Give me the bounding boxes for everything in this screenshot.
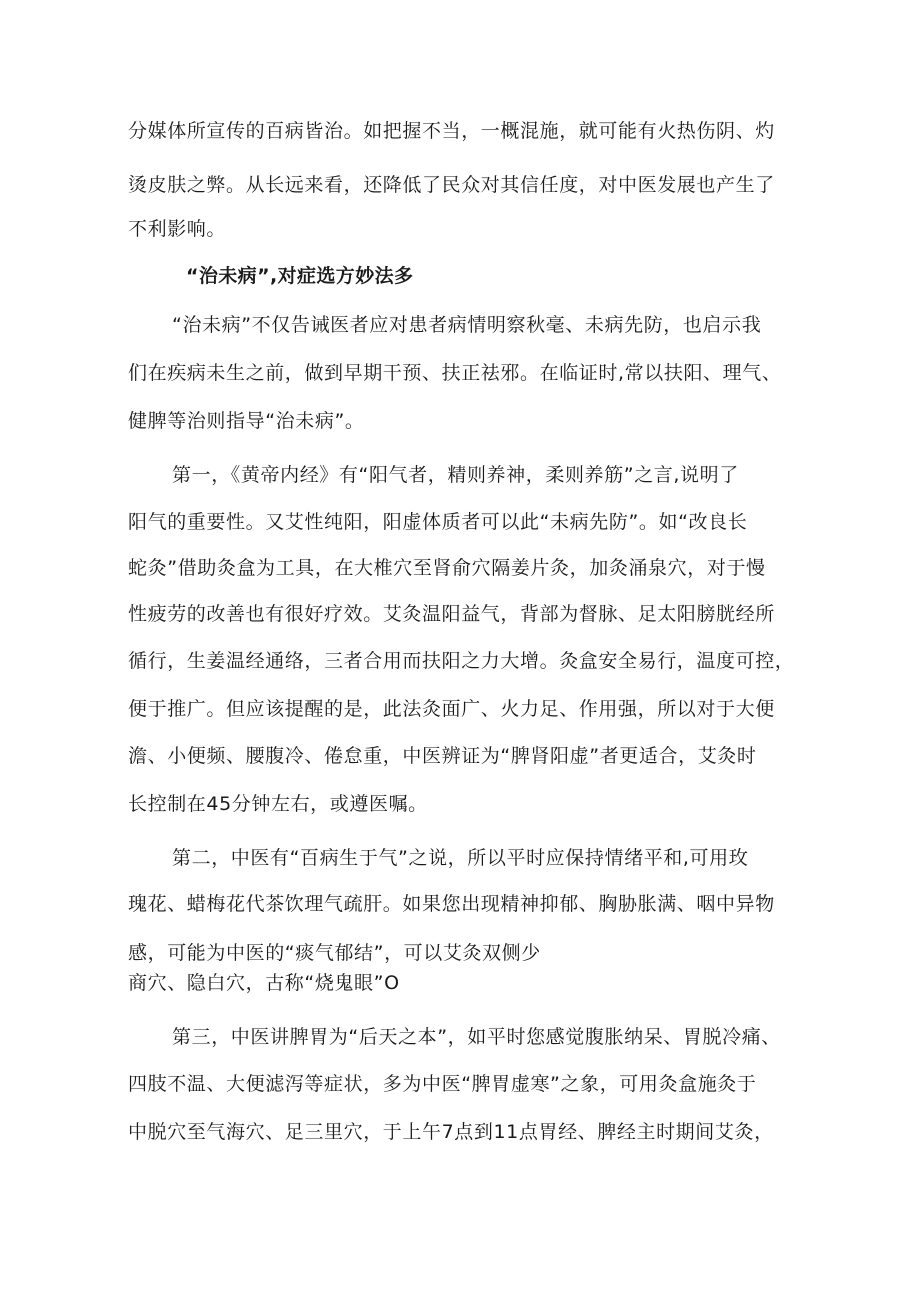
paragraph-1-line-3: 不利影响。 <box>128 218 227 240</box>
paragraph-3-line-8: 长控制在45分钟左右，或遵医嘱。 <box>128 793 428 815</box>
paragraph-3-line-3: 蛇灸”借助灸盒为工具，在大椎穴至肾俞穴隔姜片灸，加灸涌泉穴，对于慢 <box>128 557 766 579</box>
section-heading: “治未病”,对症选方妙法多 <box>186 265 414 287</box>
paragraph-1-line-1: 分媒体所宣传的百病皆治。如把握不当，一概混施，就可能有火热伤阴、灼 <box>128 120 775 142</box>
paragraph-5-line-3: 中脱穴至气海穴、足三里穴，于上午7点到11点胃经、脾经主时期间艾灸， <box>128 1121 774 1143</box>
paragraph-5-line-1: 第三，中医讲脾胃为“后天之本”，如平时您感觉腹胀纳呆、胃脱冷痛、 <box>172 1026 781 1048</box>
paragraph-2-line-3: 健脾等治则指导“治未病”。 <box>128 410 365 432</box>
paragraph-4-line-3: 感，可能为中医的“痰气郁结”，可以艾灸双侧少 <box>128 942 541 964</box>
paragraph-2-line-2: 们在疾病未生之前，做到早期干预、扶正祛邪。在临证时,常以扶阳、理气、 <box>128 362 782 384</box>
paragraph-3-line-4: 性疲劳的改善也有很好疗效。艾灸温阳益气，背部为督脉、足太阳膀胱经所 <box>128 603 775 625</box>
paragraph-3-line-6: 便于推广。但应该提醒的是，此法灸面广、火力足、作用强，所以对于大便 <box>128 698 775 720</box>
paragraph-3-line-2: 阳气的重要性。又艾性纯阳，阳虚体质者可以此“未病先防”。如“改良长 <box>128 511 748 533</box>
paragraph-4-line-1: 第二，中医有“百病生于气”之说，所以平时应保持情绪平和,可用玫 <box>172 847 749 869</box>
paragraph-3-line-5: 循行，生姜温经通络，三者合用而扶阳之力大增。灸盒安全易行，温度可控， <box>128 650 795 672</box>
paragraph-3-line-7: 澹、小便频、腰腹冷、倦怠重，中医辨证为“脾肾阳虚”者更适合，艾灸时 <box>128 745 757 767</box>
paragraph-1-line-2: 烫皮肤之弊。从长远来看，还降低了民众对其信任度，对中医发展也产生了 <box>128 174 775 196</box>
paragraph-3-line-1: 第一，《黄帝内经》有“阳气者，精则养神，柔则养筋”之言,说明了 <box>172 464 739 486</box>
paragraph-2-line-1: “治未病”不仅告诫医者应对患者病情明察秋毫、未病先防，也启示我 <box>172 314 762 336</box>
paragraph-4-line-2: 瑰花、蜡梅花代茶饮理气疏肝。如果您出现精神抑郁、胸胁胀满、咽中异物 <box>128 893 775 915</box>
paragraph-5-line-2: 四肢不温、大便滤泻等症状，多为中医“脾胃虚寒”之象，可用灸盒施灸于 <box>128 1073 757 1095</box>
paragraph-4-line-4: 商穴、隐白穴，古称“烧鬼眼”O <box>128 972 400 994</box>
